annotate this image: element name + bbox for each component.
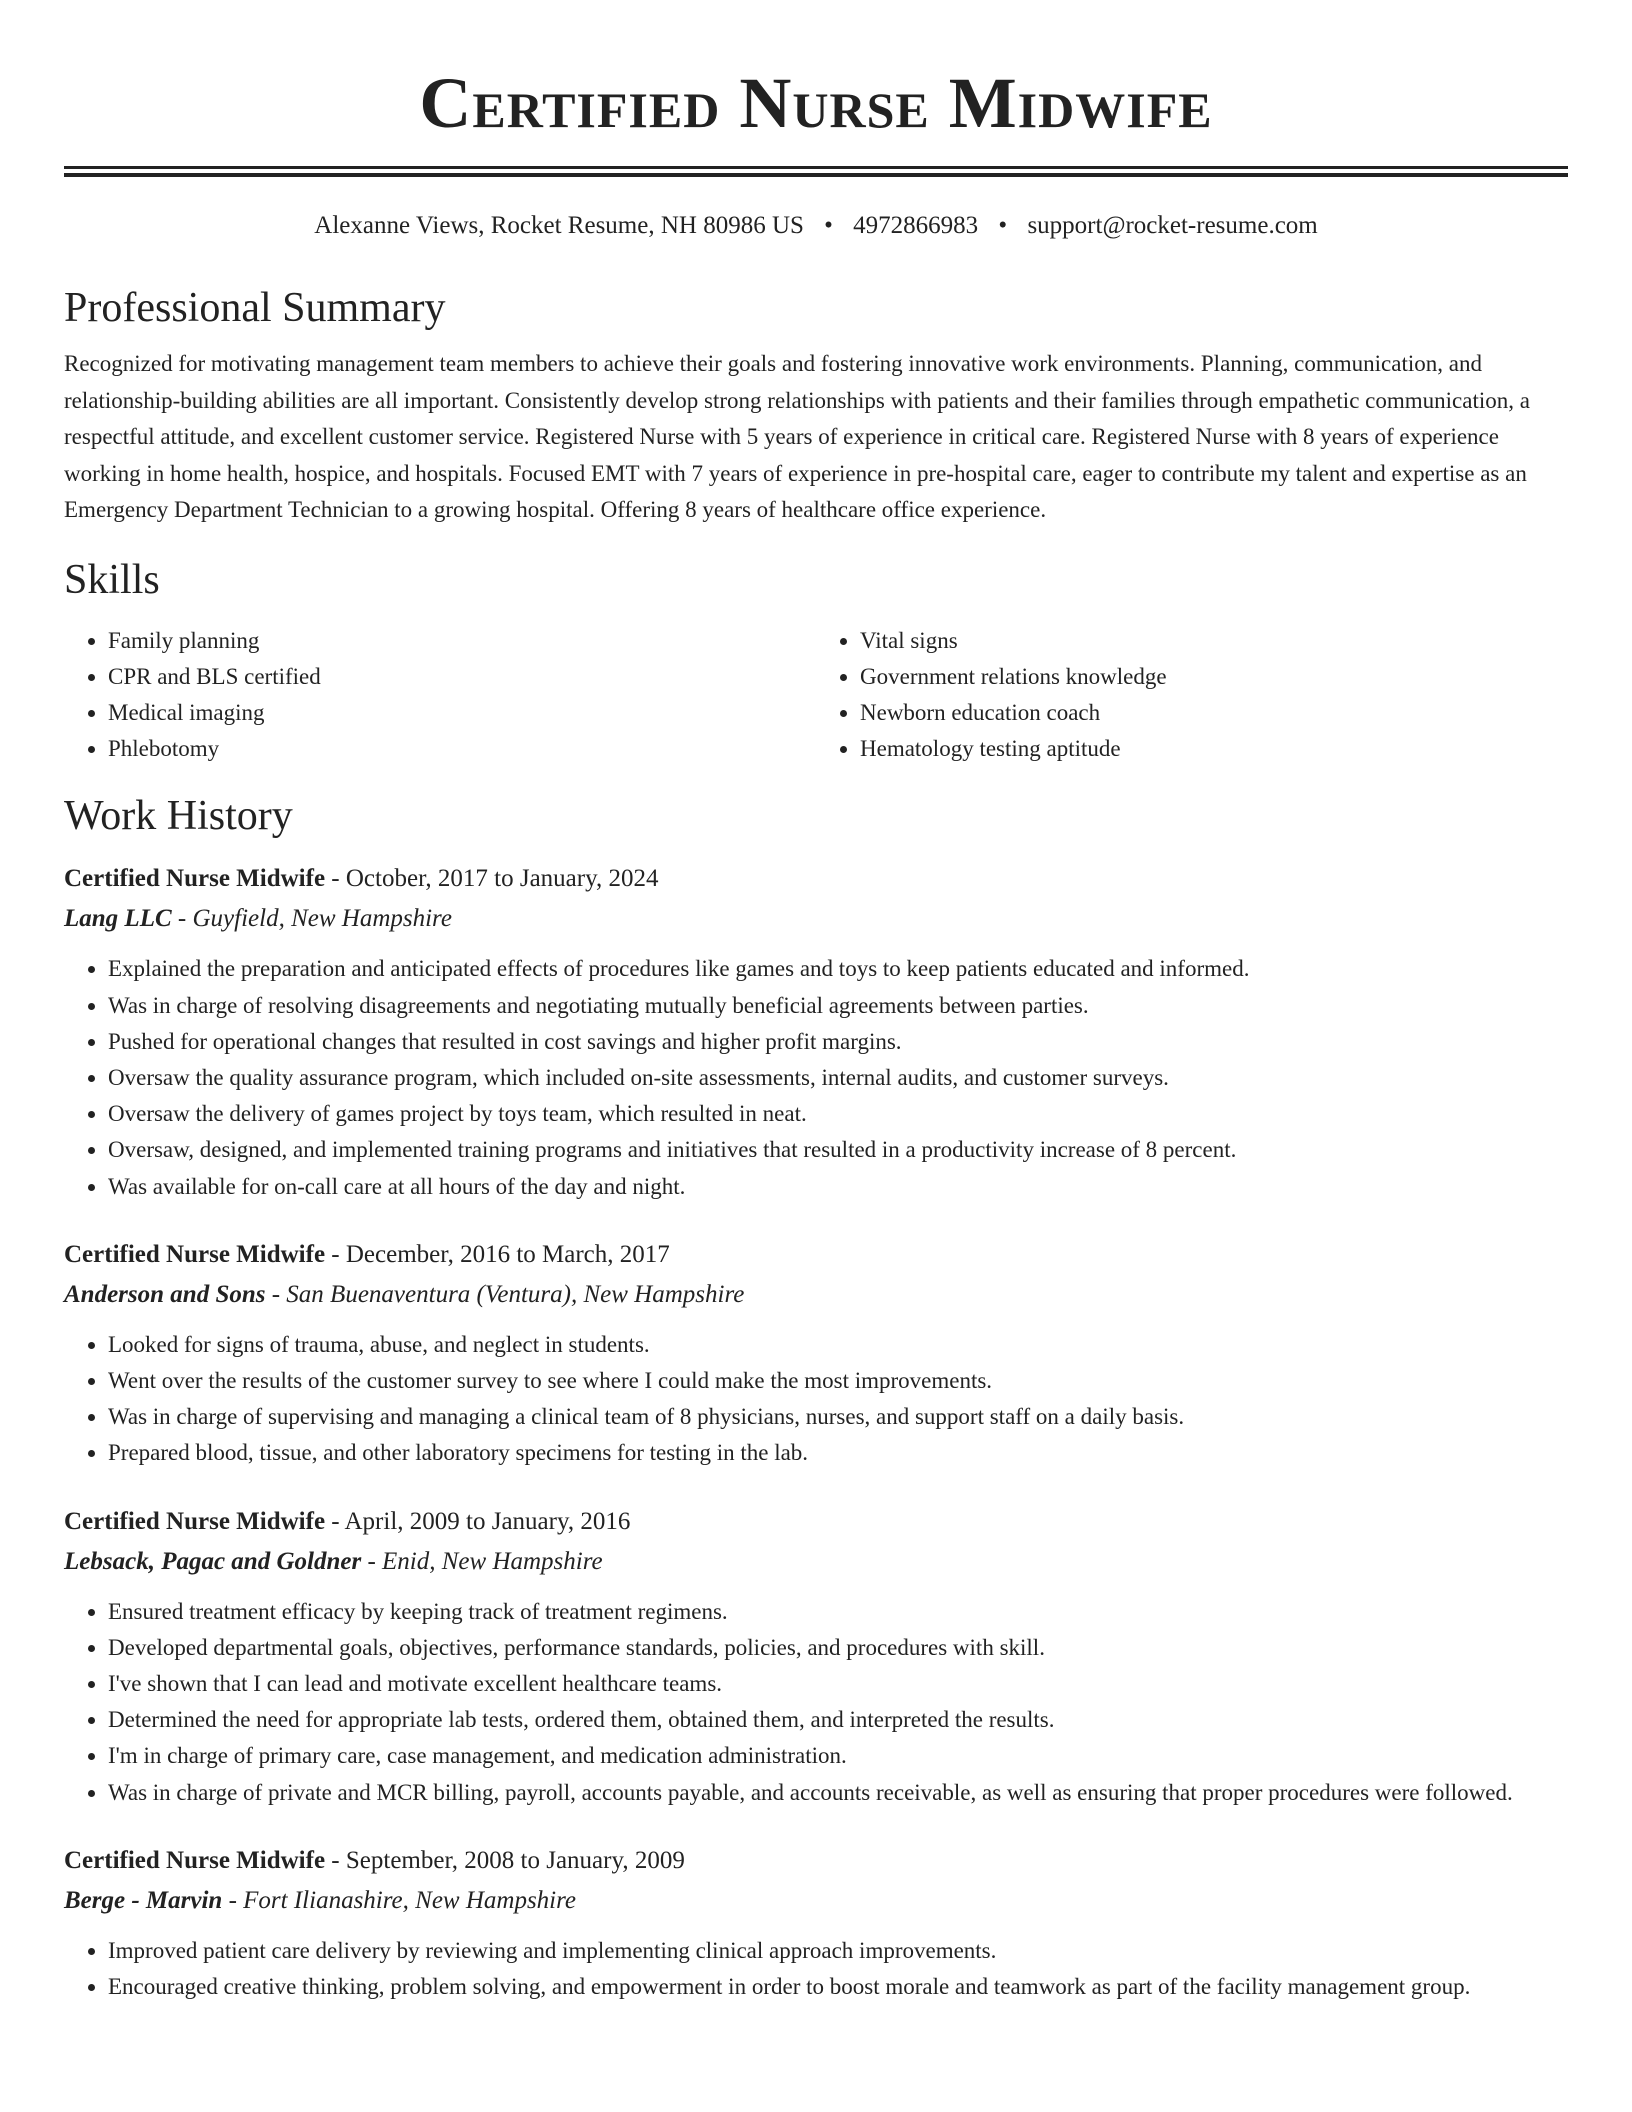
job-location: - Fort Ilianashire, New Hampshire xyxy=(222,1886,577,1914)
contact-line xyxy=(64,209,1568,243)
job-bullet: • Went over the results of the customer survey to see where I could make the most improvements. xyxy=(108,1363,1568,1399)
job-dates: - December, 2016 to March, 2017 xyxy=(325,1240,670,1268)
job-bullets xyxy=(64,1594,1568,1811)
job-company: Anderson and Sons xyxy=(64,1280,266,1308)
summary-text: Recognized for motivating management team members to achieve their goals and fostering innovative work environments. Planning, communication, and relationship-building abilities are all important. Consistently develop strong relationships with patients and their families through empathetic communication, a respectful attitude, and excellent customer service. Registered Nurse with 5 years of experience in critical care. Registered Nurse with 8 years of experience working in home health, hospice, and hospitals. Focused EMT with 7 years of experience in pre-hospital care, eager to contribute my talent and expertise as an Emergency Department Technician to a growing hospital. Offering 8 years of healthcare office experience. xyxy=(64,351,1530,522)
skills-heading: Skills xyxy=(64,556,160,603)
job-bullet: • Was in charge of private and MCR billing, payroll, accounts payable, and accounts receivable, as well as ensuring that proper procedures were followed. xyxy=(108,1775,1568,1811)
skill-item: • Newborn education coach xyxy=(860,695,1568,731)
job-location: - Enid, New Hampshire xyxy=(361,1547,603,1575)
job-bullet: • Encouraged creative thinking, problem solving, and empowerment in order to boost morale and teamwork as part of the facility management group. xyxy=(108,1969,1568,2005)
job-company: Lebsack, Pagac and Goldner xyxy=(64,1547,362,1575)
job-bullet: • I've shown that I can lead and motivate excellent healthcare teams. xyxy=(108,1666,1568,1702)
job-bullet: • Was in charge of supervising and managing a clinical team of 8 physicians, nurses, and support staff on a daily basis. xyxy=(108,1399,1568,1435)
skills-column-left xyxy=(64,623,816,768)
skills-list xyxy=(64,623,1568,768)
contact-email: support@rocket-resume.com xyxy=(1027,212,1318,239)
job-bullet: • Oversaw the delivery of games project by toys team, which resulted in neat. xyxy=(108,1096,1568,1132)
skill-item: • Government relations knowledge xyxy=(860,659,1568,695)
job-title-line xyxy=(64,1235,1568,1275)
skills-column-right xyxy=(816,623,1568,768)
job-entry xyxy=(64,1235,1568,1472)
job-bullet: • Developed departmental goals, objectives, performance standards, policies, and procedures with skill. xyxy=(108,1630,1568,1666)
job-bullet: • Improved patient care delivery by reviewing and implementing clinical approach improvements. xyxy=(108,1933,1568,1969)
contact-address: Alexanne Views, Rocket Resume, NH 80986 US xyxy=(314,212,804,239)
job-role: Certified Nurse Midwife xyxy=(64,1507,326,1535)
contact-phone: 4972866983 xyxy=(853,212,979,239)
job-bullets xyxy=(64,951,1568,1204)
job-bullet: • Oversaw, designed, and implemented training programs and initiatives that resulted in a productivity increase of 8 percent. xyxy=(108,1132,1568,1168)
skill-item: • Phlebotomy xyxy=(108,731,816,767)
skill-item: • Vital signs xyxy=(860,623,1568,659)
job-bullet: • Explained the preparation and anticipated effects of procedures like games and toys to keep patients educated and informed. xyxy=(108,951,1568,987)
job-company-line xyxy=(64,899,1568,939)
job-bullet: • Oversaw the quality assurance program, which included on-site assessments, internal audits, and customer surveys. xyxy=(108,1060,1568,1096)
job-role: Certified Nurse Midwife xyxy=(64,1846,326,1874)
summary-heading: Professional Summary xyxy=(64,285,446,331)
job-bullet: • Ensured treatment efficacy by keeping track of treatment regimens. xyxy=(108,1594,1568,1630)
job-entry xyxy=(64,859,1568,1204)
job-location: - Guyfield, New Hampshire xyxy=(171,905,452,933)
job-entry xyxy=(64,1502,1568,1811)
job-company-line xyxy=(64,1275,1568,1315)
work-history-heading: Work History xyxy=(64,793,293,840)
job-title-line xyxy=(64,1841,1568,1881)
job-company-line xyxy=(64,1542,1568,1582)
contact-separator: • xyxy=(824,212,833,239)
job-bullet: • I'm in charge of primary care, case management, and medication administration. xyxy=(108,1738,1568,1774)
job-dates: - October, 2017 to January, 2024 xyxy=(325,865,659,893)
job-location: - San Buenaventura (Ventura), New Hampshire xyxy=(265,1280,745,1308)
job-role: Certified Nurse Midwife xyxy=(64,865,326,893)
job-company: Berge - Marvin xyxy=(64,1886,223,1914)
job-dates: - September, 2008 to January, 2009 xyxy=(325,1846,685,1874)
job-bullet: • Was in charge of resolving disagreements and negotiating mutually beneficial agreements between parties. xyxy=(108,988,1568,1024)
title-divider xyxy=(64,166,1568,177)
skill-item: • Hematology testing aptitude xyxy=(860,731,1568,767)
job-role: Certified Nurse Midwife xyxy=(64,1240,326,1268)
job-bullets xyxy=(64,1327,1568,1472)
skill-item: • CPR and BLS certified xyxy=(108,659,816,695)
job-bullet: • Looked for signs of trauma, abuse, and neglect in students. xyxy=(108,1327,1568,1363)
job-dates: - April, 2009 to January, 2016 xyxy=(325,1507,631,1535)
skill-item: • Medical imaging xyxy=(108,695,816,731)
job-title-line xyxy=(64,859,1568,899)
contact-separator: • xyxy=(998,212,1008,239)
job-bullet: • Determined the need for appropriate lab tests, ordered them, obtained them, and interpreted the results. xyxy=(108,1702,1568,1738)
job-bullet: • Prepared blood, tissue, and other laboratory specimens for testing in the lab. xyxy=(108,1435,1568,1471)
job-entry xyxy=(64,1841,1568,2005)
job-bullet: • Pushed for operational changes that resulted in cost savings and higher profit margins. xyxy=(108,1024,1568,1060)
job-title-line xyxy=(64,1502,1568,1542)
job-bullets xyxy=(64,1933,1568,2005)
page-title: Certified Nurse Midwife xyxy=(419,63,1213,143)
job-bullet: • Was available for on-call care at all hours of the day and night. xyxy=(108,1169,1568,1205)
job-company-line xyxy=(64,1881,1568,1921)
skill-item: • Family planning xyxy=(108,623,816,659)
job-company: Lang LLC xyxy=(64,905,172,933)
